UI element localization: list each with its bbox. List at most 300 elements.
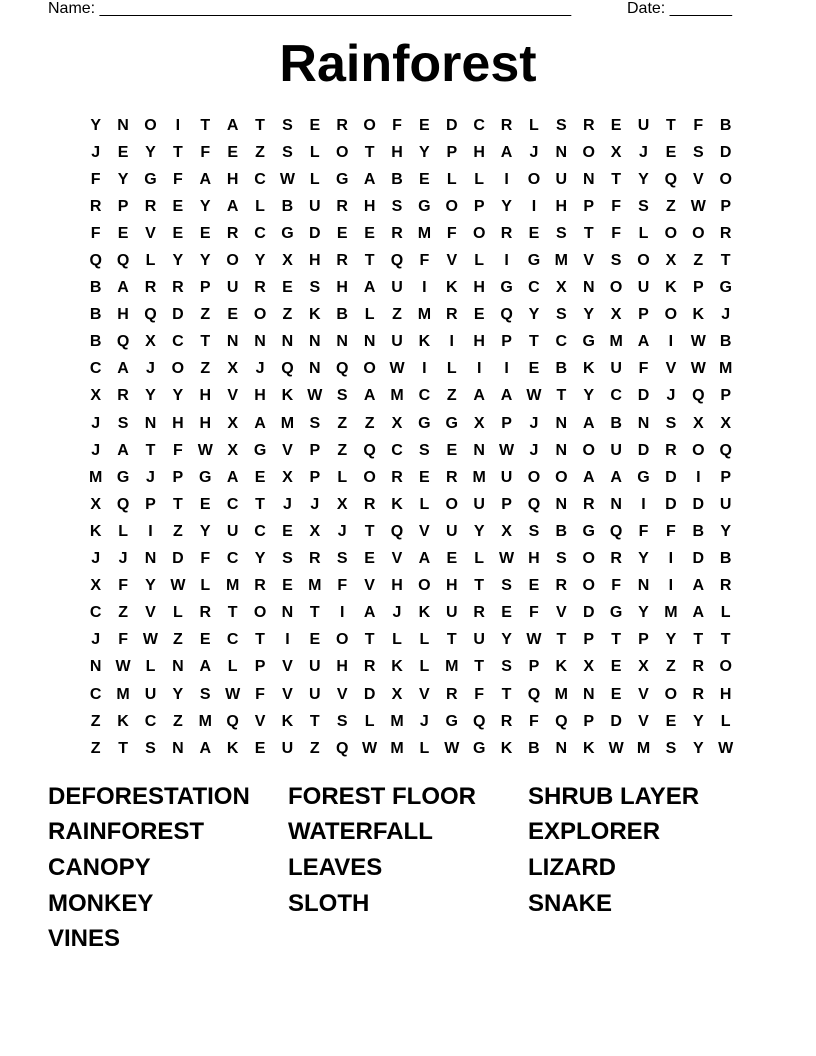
grid-letter: X <box>610 143 622 161</box>
grid-letter: A <box>610 468 622 486</box>
grid-letter: X <box>720 414 732 432</box>
grid-letter: Y <box>90 116 102 134</box>
grid-letter: R <box>309 550 321 568</box>
grid-letter: S <box>336 550 348 568</box>
grid-letter: T <box>255 495 265 513</box>
grid-letter: U <box>500 468 513 486</box>
word-bank-item: DEFORESTATION <box>48 782 250 810</box>
grid-letter: Y <box>583 387 595 405</box>
grid-letter: W <box>690 197 706 215</box>
grid-letter: T <box>501 685 512 703</box>
grid-letter: N <box>582 170 595 188</box>
grid-letter: E <box>282 522 293 540</box>
grid-letter: F <box>392 116 402 134</box>
grid-letter: U <box>637 279 650 297</box>
grid-letter: R <box>473 604 485 622</box>
grid-letter: I <box>504 360 509 378</box>
grid-letter: Q <box>609 522 623 540</box>
grid-letter: M <box>554 252 568 270</box>
grid-letter: W <box>690 333 706 351</box>
grid-letter: I <box>641 495 646 513</box>
grid-letter: E <box>336 224 348 242</box>
grid-letter: U <box>391 333 403 351</box>
grid-letter: Q <box>281 360 294 378</box>
grid-letter: F <box>255 685 265 703</box>
grid-letter: G <box>582 333 595 351</box>
grid-letter: T <box>583 224 594 242</box>
grid-letter: Y <box>199 522 211 540</box>
grid-letter: A <box>500 143 513 161</box>
grid-letter: H <box>226 170 239 188</box>
grid-letter: S <box>309 414 321 432</box>
grid-letter: R <box>336 116 348 134</box>
grid-letter: Y <box>117 170 129 188</box>
grid-letter: F <box>419 252 430 270</box>
grid-letter: V <box>665 360 677 378</box>
grid-letter: R <box>336 197 348 215</box>
grid-letter: S <box>336 387 348 405</box>
grid-letter: D <box>692 550 705 568</box>
grid-letter: I <box>148 522 153 540</box>
grid-letter: G <box>472 739 486 757</box>
grid-letter: K <box>555 658 568 676</box>
grid-letter: X <box>90 387 102 405</box>
grid-letter: T <box>309 604 320 622</box>
grid-letter: R <box>144 197 157 215</box>
grid-letter: I <box>175 116 181 134</box>
grid-letter: S <box>556 224 567 242</box>
grid-letter: E <box>610 658 622 676</box>
grid-letter: A <box>363 604 376 622</box>
grid-letter: Y <box>199 197 211 215</box>
grid-letter: E <box>254 468 266 486</box>
grid-letter: W <box>499 550 515 568</box>
grid-letter: Z <box>337 414 348 432</box>
grid-letter: E <box>309 116 321 134</box>
word-bank-item: SHRUB LAYER <box>528 782 700 810</box>
grid-letter: Y <box>172 387 184 405</box>
grid-letter: A <box>226 468 239 486</box>
grid-letter: R <box>719 224 732 242</box>
grid-letter: R <box>665 441 677 459</box>
grid-letter: T <box>118 739 128 757</box>
grid-letter: L <box>118 522 128 540</box>
grid-letter: L <box>529 116 539 134</box>
grid-letter: Y <box>501 197 512 215</box>
grid-letter: E <box>364 224 375 242</box>
grid-letter: P <box>199 279 211 297</box>
grid-letter: U <box>473 631 485 649</box>
grid-letter: W <box>389 360 405 378</box>
grid-letter: A <box>473 387 485 405</box>
grid-letter: Y <box>692 739 704 757</box>
grid-letter: G <box>582 522 595 540</box>
grid-letter: N <box>117 116 129 134</box>
grid-letter: Z <box>693 252 704 270</box>
grid-letter: S <box>665 414 677 432</box>
grid-letter: E <box>473 306 485 324</box>
grid-letter: E <box>282 279 293 297</box>
grid-letter: C <box>226 495 239 513</box>
grid-letter: Q <box>335 739 349 757</box>
grid-row <box>82 627 742 654</box>
grid-letter: O <box>692 224 705 242</box>
grid-letter: O <box>335 631 349 649</box>
grid-letter: U <box>226 279 239 297</box>
grid-letter: X <box>282 468 293 486</box>
grid-letter: S <box>309 279 321 297</box>
grid-letter: J <box>91 631 101 649</box>
grid-letter: L <box>474 550 485 568</box>
grid-letter: F <box>446 224 457 242</box>
grid-letter: P <box>583 712 595 730</box>
grid-letter: R <box>254 279 266 297</box>
grid-letter: Y <box>419 143 430 161</box>
grid-letter: N <box>254 333 266 351</box>
grid-letter: P <box>446 143 458 161</box>
grid-letter: L <box>638 224 649 242</box>
grid-letter: T <box>720 252 731 270</box>
grid-letter: F <box>90 224 101 242</box>
grid-letter: O <box>664 306 678 324</box>
grid-letter: X <box>145 333 156 351</box>
grid-letter: W <box>608 739 624 757</box>
grid-letter: I <box>531 197 537 215</box>
grid-letter: Z <box>172 631 183 649</box>
grid-letter: T <box>255 116 265 134</box>
grid-letter: Y <box>145 387 156 405</box>
grid-letter: Y <box>145 143 156 161</box>
grid-letter: W <box>197 441 213 459</box>
grid-letter: Z <box>172 712 183 730</box>
grid-letter: S <box>556 306 567 324</box>
grid-letter: A <box>582 468 595 486</box>
grid-letter: F <box>474 685 485 703</box>
grid-letter: P <box>528 658 540 676</box>
grid-letter: S <box>692 143 704 161</box>
grid-letter: A <box>582 414 595 432</box>
grid-letter: T <box>666 116 676 134</box>
grid-letter: O <box>253 306 267 324</box>
grid-letter: O <box>719 170 732 188</box>
grid-letter: U <box>637 116 650 134</box>
grid-letter: U <box>309 197 321 215</box>
grid-letter: X <box>391 414 403 432</box>
grid-letter: P <box>692 279 704 297</box>
grid-letter: H <box>199 387 212 405</box>
grid-letter: X <box>90 577 102 595</box>
grid-letter: H <box>336 658 348 676</box>
grid-letter: N <box>309 333 321 351</box>
grid-letter: Q <box>692 387 705 405</box>
grid-letter: M <box>609 333 623 351</box>
grid-letter: H <box>117 306 129 324</box>
grid-letter: R <box>500 116 513 134</box>
grid-letter: J <box>392 604 402 622</box>
grid-letter: S <box>282 116 293 134</box>
grid-letter: L <box>309 170 320 188</box>
grid-letter: K <box>500 739 513 757</box>
grid-letter: H <box>391 577 403 595</box>
grid-letter: E <box>117 224 129 242</box>
grid-letter: Z <box>392 306 402 324</box>
grid-letter: Q <box>390 252 404 270</box>
grid-letter: X <box>391 685 403 703</box>
grid-row <box>82 437 742 464</box>
grid-letter: O <box>527 170 541 188</box>
grid-letter: E <box>528 224 540 242</box>
grid-letter: N <box>172 739 184 757</box>
grid-letter: R <box>500 224 513 242</box>
grid-letter: Z <box>90 712 101 730</box>
grid-letter: O <box>472 224 486 242</box>
grid-letter: K <box>418 333 431 351</box>
grid-letter: I <box>504 252 509 270</box>
grid-letter: F <box>90 170 101 188</box>
grid-letter: P <box>172 468 184 486</box>
grid-letter: X <box>638 658 649 676</box>
grid-letter: P <box>254 658 266 676</box>
grid-letter: X <box>583 658 595 676</box>
word-bank-item: LEAVES <box>288 853 383 881</box>
grid-letter: C <box>254 522 266 540</box>
grid-letter: T <box>145 441 156 459</box>
grid-letter: I <box>668 577 674 595</box>
grid-letter: S <box>556 116 567 134</box>
grid-letter: A <box>117 360 129 378</box>
grid-letter: U <box>555 170 568 188</box>
grid-letter: G <box>719 279 732 297</box>
grid-letter: O <box>719 658 732 676</box>
grid-letter: S <box>419 441 430 459</box>
grid-letter: A <box>363 387 376 405</box>
grid-letter: H <box>254 387 266 405</box>
grid-letter: O <box>664 685 678 703</box>
grid-letter: X <box>282 252 293 270</box>
grid-letter: K <box>391 658 403 676</box>
grid-letter: P <box>501 414 512 432</box>
grid-letter: R <box>226 224 239 242</box>
grid-letter: Y <box>254 252 266 270</box>
grid-letter: V <box>583 252 595 270</box>
grid-letter: E <box>199 631 211 649</box>
grid-letter: D <box>610 712 622 730</box>
grid-letter: G <box>445 712 458 730</box>
grid-letter: C <box>172 333 184 351</box>
grid-letter: T <box>529 333 539 351</box>
grid-letter: W <box>170 577 186 595</box>
grid-letter: Z <box>446 387 457 405</box>
grid-letter: W <box>526 387 542 405</box>
grid-letter: E <box>282 577 293 595</box>
grid-letter: S <box>501 658 512 676</box>
grid-letter: R <box>391 224 403 242</box>
grid-letter: T <box>446 631 457 649</box>
grid-letter: M <box>719 360 733 378</box>
grid-letter: T <box>720 631 731 649</box>
grid-letter: R <box>692 685 705 703</box>
grid-letter: B <box>692 522 705 540</box>
grid-letter: Z <box>364 414 375 432</box>
grid-letter: S <box>610 252 622 270</box>
grid-letter: A <box>199 658 212 676</box>
grid-letter: S <box>638 197 649 215</box>
grid-letter: X <box>227 441 238 459</box>
grid-letter: Y <box>583 306 595 324</box>
grid-row <box>82 573 742 600</box>
grid-letter: H <box>719 685 732 703</box>
grid-letter: O <box>253 604 267 622</box>
grid-letter: E <box>528 360 540 378</box>
grid-letter: R <box>692 658 705 676</box>
grid-letter: O <box>637 252 650 270</box>
word-bank-row <box>48 850 768 886</box>
grid-letter: M <box>390 739 404 757</box>
grid-letter: T <box>693 631 704 649</box>
grid-letter: W <box>115 658 131 676</box>
word-bank-row <box>48 886 768 922</box>
grid-row <box>82 166 742 193</box>
grid-letter: B <box>89 333 102 351</box>
grid-letter: L <box>419 495 430 513</box>
grid-letter: D <box>665 495 677 513</box>
grid-letter: Z <box>666 197 676 215</box>
grid-letter: O <box>363 468 376 486</box>
grid-letter: J <box>282 495 292 513</box>
grid-letter: F <box>611 577 621 595</box>
grid-row <box>82 600 742 627</box>
grid-letter: N <box>555 739 568 757</box>
grid-letter: A <box>637 333 650 351</box>
grid-letter: E <box>227 306 238 324</box>
grid-letter: I <box>476 360 482 378</box>
grid-letter: B <box>528 739 540 757</box>
grid-letter: L <box>392 631 402 649</box>
grid-letter: G <box>199 468 212 486</box>
grid-row <box>82 708 742 735</box>
grid-letter: Y <box>692 712 704 730</box>
grid-row <box>82 329 742 356</box>
grid-letter: Y <box>473 522 485 540</box>
grid-letter: F <box>638 360 649 378</box>
grid-letter: N <box>582 279 595 297</box>
grid-letter: G <box>527 252 541 270</box>
grid-letter: W <box>279 170 295 188</box>
grid-letter: J <box>419 712 429 730</box>
word-bank-item: SNAKE <box>528 889 613 917</box>
grid-letter: Y <box>528 306 540 324</box>
grid-letter: M <box>554 685 568 703</box>
grid-letter: N <box>281 604 294 622</box>
grid-letter: E <box>364 550 375 568</box>
grid-letter: B <box>719 116 732 134</box>
grid-letter: C <box>254 170 266 188</box>
grid-letter: M <box>636 739 651 757</box>
grid-letter: B <box>391 170 403 188</box>
word-bank-item: CANOPY <box>48 853 151 881</box>
grid-letter: N <box>610 495 622 513</box>
grid-letter: Q <box>527 495 541 513</box>
grid-letter: B <box>719 550 732 568</box>
grid-letter: L <box>200 577 211 595</box>
grid-letter: W <box>225 685 241 703</box>
grid-letter: M <box>390 387 404 405</box>
grid-letter: W <box>307 387 323 405</box>
grid-letter: I <box>449 333 454 351</box>
grid-letter: L <box>364 712 375 730</box>
grid-letter: Z <box>90 739 101 757</box>
grid-letter: N <box>637 577 650 595</box>
grid-letter: P <box>720 387 732 405</box>
grid-letter: U <box>719 495 732 513</box>
grid-letter: T <box>255 631 265 649</box>
grid-letter: L <box>474 252 485 270</box>
grid-letter: X <box>227 360 238 378</box>
grid-letter: T <box>611 170 621 188</box>
grid-letter: S <box>145 739 156 757</box>
grid-letter: R <box>445 468 458 486</box>
grid-letter: F <box>529 604 539 622</box>
grid-letter: E <box>309 631 321 649</box>
grid-letter: Z <box>200 306 211 324</box>
grid-letter: V <box>364 577 375 595</box>
grid-letter: H <box>199 414 212 432</box>
grid-letter: H <box>473 333 485 351</box>
grid-letter: L <box>145 252 156 270</box>
grid-letter: L <box>720 604 731 622</box>
grid-letter: X <box>692 414 704 432</box>
grid-letter: U <box>309 658 321 676</box>
grid-letter: D <box>692 495 705 513</box>
grid-letter: Y <box>172 252 184 270</box>
grid-letter: I <box>668 550 674 568</box>
word-bank-row <box>48 921 768 957</box>
grid-letter: G <box>335 170 349 188</box>
grid-letter: N <box>555 441 568 459</box>
grid-letter: Y <box>638 550 649 568</box>
grid-letter: E <box>665 143 677 161</box>
grid-row <box>82 275 742 302</box>
grid-row <box>82 546 742 573</box>
grid-letter: S <box>501 577 512 595</box>
grid-letter: U <box>445 522 458 540</box>
grid-letter: D <box>665 468 677 486</box>
grid-letter: Q <box>555 712 568 730</box>
grid-letter: J <box>91 143 101 161</box>
grid-letter: N <box>555 495 568 513</box>
grid-letter: M <box>390 712 404 730</box>
grid-letter: K <box>445 279 458 297</box>
grid-letter: S <box>282 143 293 161</box>
grid-letter: R <box>363 495 376 513</box>
grid-letter: N <box>144 414 157 432</box>
grid-letter: N <box>89 658 102 676</box>
grid-letter: H <box>336 279 348 297</box>
grid-letter: D <box>172 550 184 568</box>
grid-letter: N <box>309 360 321 378</box>
grid-letter: V <box>692 170 704 188</box>
grid-row <box>82 356 742 383</box>
grid-letter: K <box>281 387 294 405</box>
grid-letter: V <box>254 712 266 730</box>
grid-letter: H <box>555 197 568 215</box>
grid-letter: O <box>171 360 185 378</box>
grid-letter: I <box>504 170 509 188</box>
grid-letter: O <box>445 197 458 215</box>
grid-letter: Z <box>282 306 293 324</box>
grid-letter: Q <box>335 360 349 378</box>
grid-row <box>82 383 742 410</box>
